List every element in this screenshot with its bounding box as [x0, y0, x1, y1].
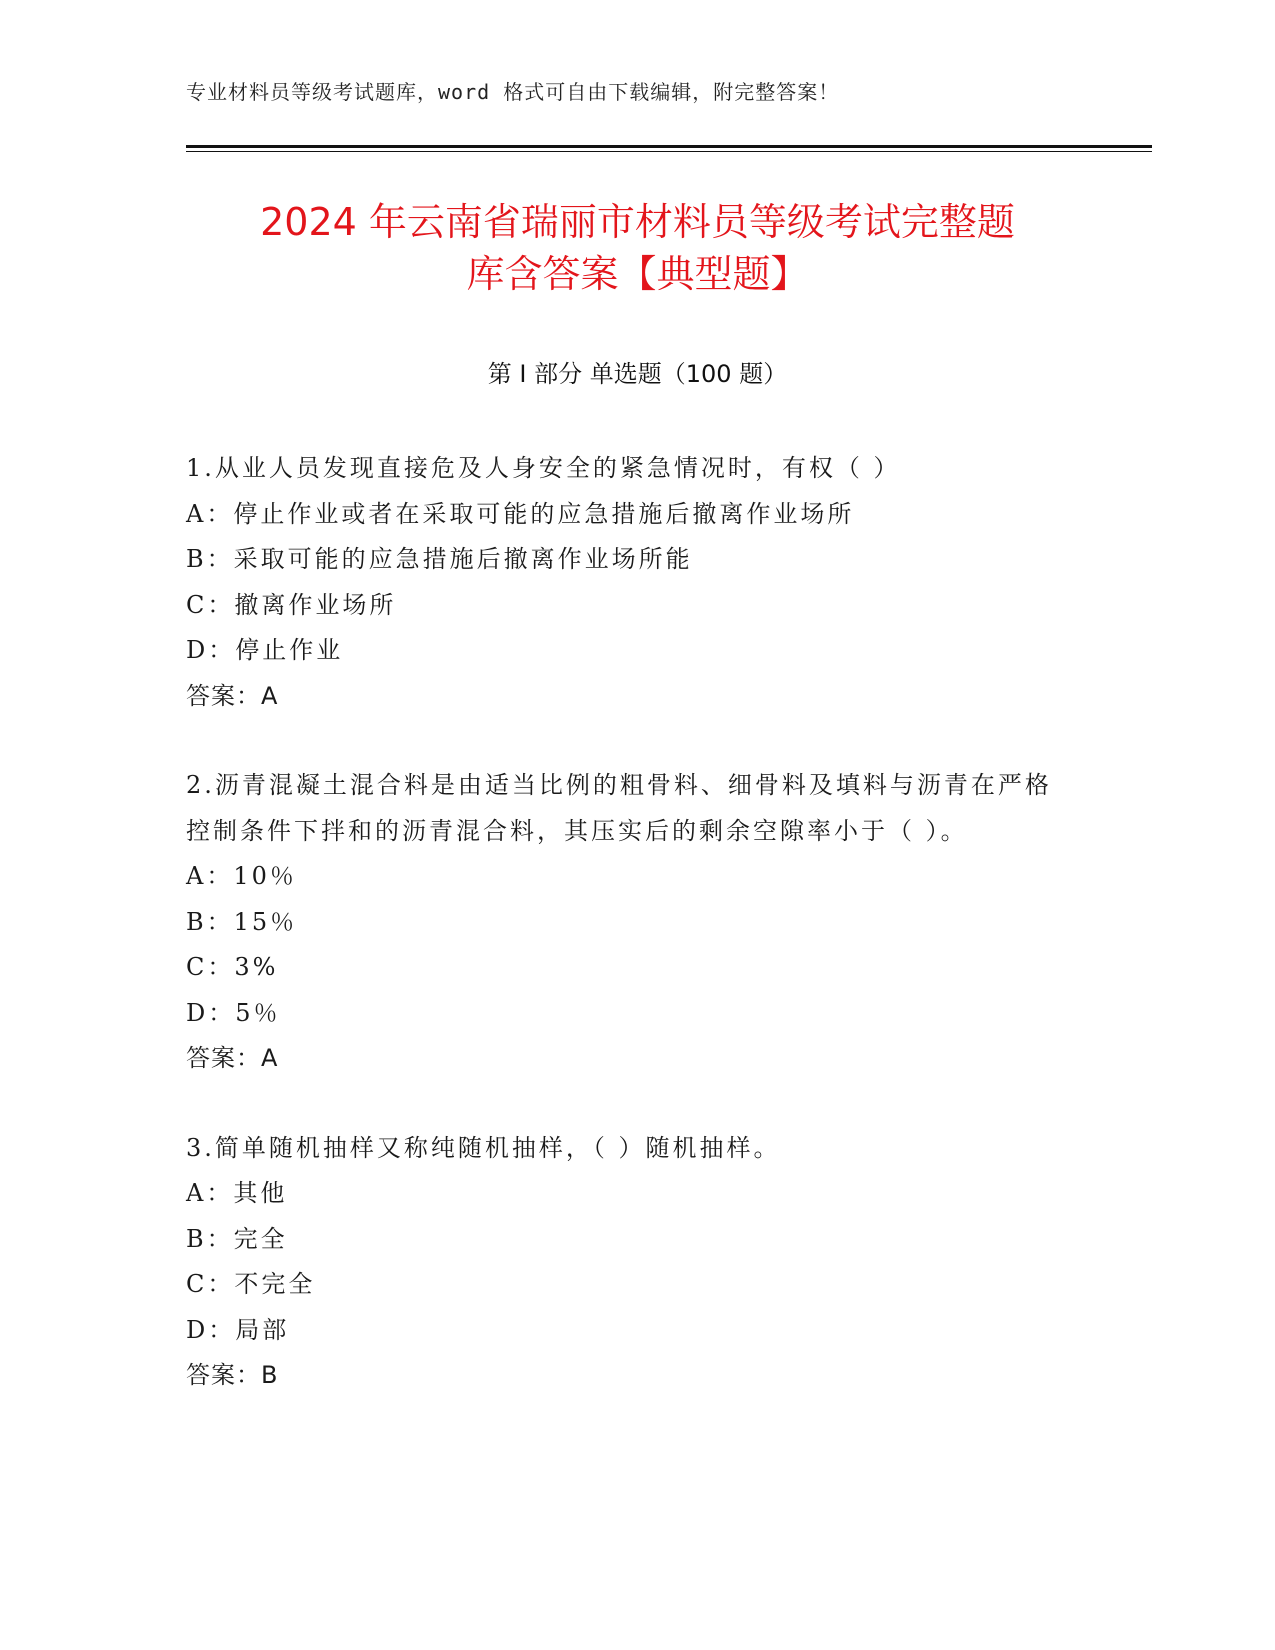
option-d: D：5％ [186, 998, 281, 1027]
option-a: A：停止作业或者在采取可能的应急措施后撤离作业场所 [186, 499, 855, 528]
option-c: C：3% [186, 953, 279, 981]
header-divider-thin [186, 151, 1152, 152]
question-3 [186, 1126, 1066, 1399]
answer-line: 答案：B [186, 1361, 279, 1389]
answer-line: 答案：A [186, 681, 279, 710]
option-a: A：10％ [186, 862, 297, 890]
option-b: B：完全 [186, 1224, 288, 1253]
question-stem: 3.简单随机抽样又称纯随机抽样，（ ）随机抽样。 [186, 1133, 781, 1162]
option-d: D：停止作业 [186, 636, 344, 664]
question-1 [186, 446, 1066, 719]
question-2 [186, 763, 1066, 1082]
header-divider-thick [186, 145, 1152, 148]
question-stem: 1.从业人员发现直接危及人身安全的紧急情况时，有权（ ） [186, 454, 901, 482]
option-b: B：15％ [186, 907, 298, 936]
option-d: D：局部 [186, 1315, 290, 1344]
option-b: B：采取可能的应急措施后撤离作业场所能 [186, 545, 693, 573]
option-c: C：不完全 [186, 1270, 316, 1298]
question-stem: 2.沥青混凝土混合料是由适当比例的粗骨料、细骨料及填料与沥青在严格控制条件下拌和的沥青混合料，其压实后的剩余空隙率小于（ ）。 [186, 771, 1052, 845]
document-title [150, 196, 1125, 300]
option-a: A：其他 [186, 1179, 288, 1207]
question-list [186, 446, 1066, 1443]
header-note: 专业材料员等级考试题库，word 格式可自由下载编辑，附完整答案！ [186, 80, 840, 104]
option-c: C：撤离作业场所 [186, 590, 397, 619]
answer-line: 答案：A [186, 1044, 279, 1072]
section-heading: 第 I 部分 单选题（100 题） [487, 360, 788, 388]
document-title-line-2: 库含答案【典型题】 [466, 252, 809, 296]
document-title-line-1: 2024 年云南省瑞丽市材料员等级考试完整题 [260, 200, 1015, 244]
